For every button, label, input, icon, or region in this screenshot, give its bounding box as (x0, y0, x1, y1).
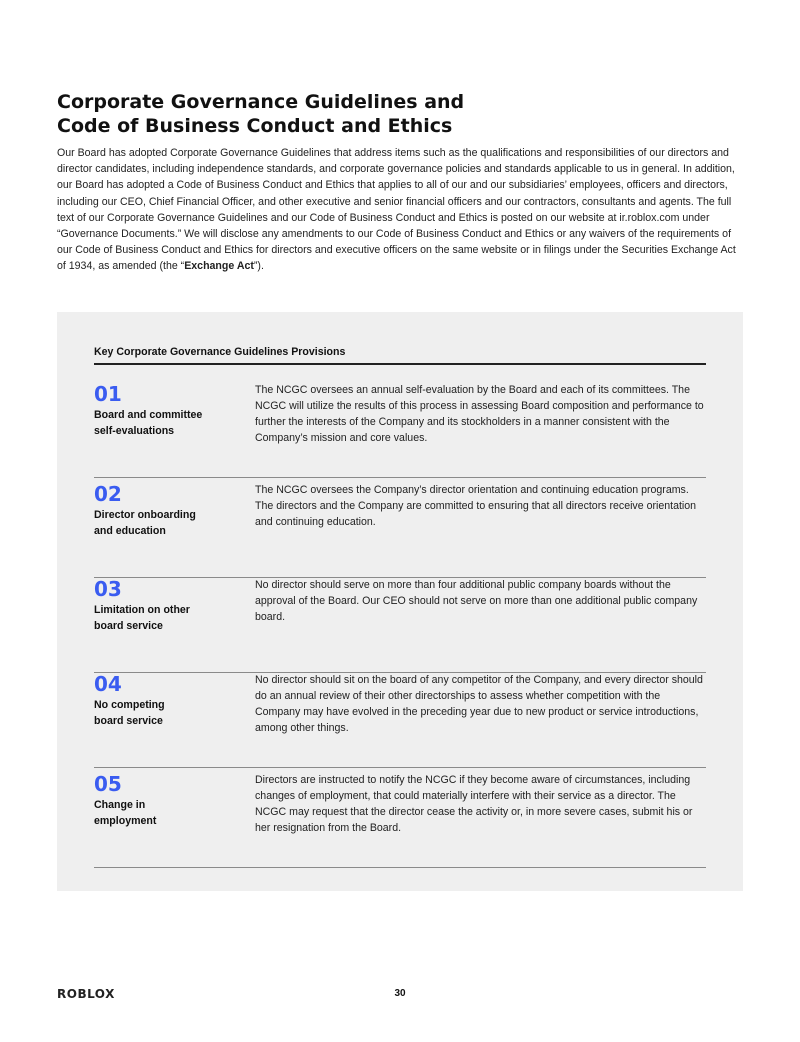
provision-item (94, 382, 706, 478)
provision-label-line-1: Board and committee (94, 409, 203, 421)
title-line-1: Corporate Governance Guidelines and (57, 91, 465, 113)
provision-label (94, 507, 244, 539)
provision-label-line-2: self-evaluations (94, 425, 175, 437)
intro-text: Our Board has adopted Corporate Governance Guidelines that address items such as the qualifications and responsibilities of our directors and director candidates, including independence standards, and corporate governance policies and standards applicable to us in general. In addition, our Board has adopted a Code of Business Conduct and Ethics that applies to all of our and our subsidiaries’ employees, officers and directors, including our CEO, Chief Financial Officer, and other executive and senior financial officers and our contractors, consultants and agents. The full text of our Corporate Governance Guidelines and our Code of Business Conduct and Ethics is posted on our website at ir.roblox.com under “Governance Documents.” We will disclose any amendments to our Code of Business Conduct and Ethics or any waivers of the requirements of our Code of Business Conduct and Ethics for directors and executive officers on the same website or in filings under the Securities Exchange Act of 1934, as amended (the “ (57, 147, 736, 273)
intro-bold-term: Exchange Act (184, 260, 254, 273)
provision-label-line-2: board service (94, 620, 163, 632)
provision-label-line-2: employment (94, 815, 157, 827)
title-line-2: Code of Business Conduct and Ethics (57, 115, 453, 137)
provision-label-line-1: No competing (94, 699, 165, 711)
provision-number: 02 (94, 482, 122, 506)
provision-label (94, 697, 244, 729)
provision-label-line-1: Director onboarding (94, 509, 196, 521)
provision-item (94, 577, 706, 673)
intro-paragraph (57, 145, 747, 275)
provision-description: No director should serve on more than four additional public company boards without the approval of the Board. Our CEO should not serve on more than one additional public company board. (255, 579, 698, 623)
provision-number: 05 (94, 772, 122, 796)
provision-label-line-1: Change in (94, 799, 146, 811)
provision-description: The NCGC oversees an annual self-evaluation by the Board and each of its committees. The NCGC will utilize the results of this process in assessing Board composition and performance to further the interests of the Company and its stockholders in a manner consistent with the Company’s mission and core values. (255, 384, 704, 444)
provision-item (94, 482, 706, 578)
intro-end: ”). (253, 260, 264, 273)
page-title (57, 90, 617, 138)
provision-label-line-2: board service (94, 715, 163, 727)
provision-number: 04 (94, 672, 122, 696)
page-number: 30 (394, 988, 406, 999)
roblox-logo: ROBLOX (57, 987, 115, 1001)
provision-label-line-1: Limitation on other (94, 604, 190, 616)
provision-label (94, 602, 244, 634)
governance-provisions-panel (57, 312, 743, 891)
provision-item (94, 672, 706, 768)
provision-label-line-2: and education (94, 525, 166, 537)
provision-description: The NCGC oversees the Company’s director orientation and continuing education programs. The directors and the Company are committed to ensuring that all directors receive orientation and continuing education. (255, 484, 697, 528)
provision-label (94, 797, 244, 829)
provision-number: 03 (94, 577, 122, 601)
provision-description: Directors are instructed to notify the NCGC if they become aware of circumstances, including changes of employment, that could materially interfere with their service as a director. The NCGC may request that the director cease the activity or, in more severe cases, submit his or her resignation from the Board. (255, 774, 693, 834)
provision-description: No director should sit on the board of any competitor of the Company, and every director should do an annual review of their other directorships to assess whether competition with the Company may have evolved in the preceding year due to new product or service introductions, among other things. (255, 674, 703, 734)
provision-item (94, 772, 706, 868)
provision-number: 01 (94, 382, 122, 406)
provision-label (94, 407, 244, 439)
panel-heading: Key Corporate Governance Guidelines Provisions (94, 346, 706, 365)
